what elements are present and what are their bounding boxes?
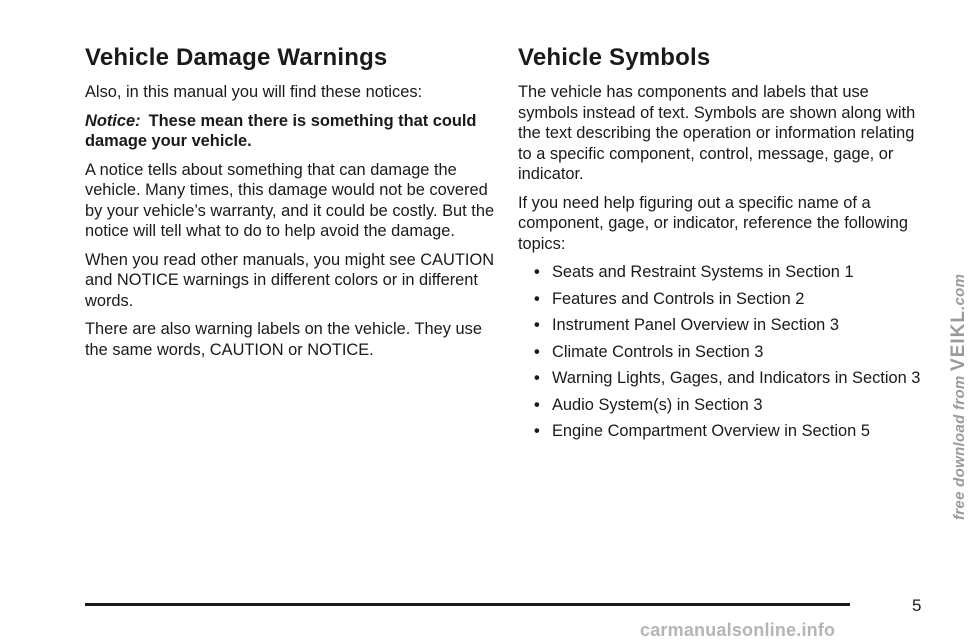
bullet-icon: • <box>534 316 540 334</box>
intro-paragraph: Also, in this manual you will find these notices: <box>85 83 423 101</box>
paragraph: If you need help figuring out a specific name of a component, gage, or indicator, reference the following topics: <box>518 193 908 253</box>
bullet-icon: • <box>534 263 540 281</box>
topic-text: Climate Controls in Section 3 <box>552 342 764 361</box>
footer-url[interactable]: carmanualsonline.info <box>640 620 836 640</box>
list-item <box>518 342 928 363</box>
notice-text: These mean there is something that could damage your vehicle. <box>85 111 477 150</box>
paragraph: A notice tells about something that can damage the vehicle. Many times, this damage would not be covered by your vehicle’s warranty, and it could be costly. But the notice will tell what to do to help avoid the damage. <box>85 160 495 240</box>
left-column <box>85 40 495 368</box>
bullet-icon: • <box>534 369 540 387</box>
topic-text: Seats and Restraint Systems in Section 1 <box>552 263 854 281</box>
list-item <box>518 262 928 283</box>
list-item <box>518 289 928 310</box>
list-item <box>518 368 928 389</box>
section-title-damage-warnings: Vehicle Damage Warnings <box>85 44 388 71</box>
topic-text: Audio System(s) in Section 3 <box>552 395 763 414</box>
topic-text: Features and Controls in Section 2 <box>552 289 805 308</box>
footer-rule <box>85 603 850 606</box>
topic-text: Engine Compartment Overview in Section 5 <box>552 422 870 440</box>
paragraph: There are also warning labels on the vehicle. They use the same words, CAUTION or NOTICE. <box>85 320 482 359</box>
notice-paragraph <box>85 111 495 152</box>
topic-text: Instrument Panel Overview in Section 3 <box>552 316 839 334</box>
bullet-icon: • <box>534 342 540 361</box>
notice-label: Notice: <box>85 111 141 130</box>
section-title-vehicle-symbols: Vehicle Symbols <box>518 44 711 71</box>
watermark-brand: VEIKL <box>948 310 969 371</box>
watermark <box>948 274 970 520</box>
watermark-prefix: free download from <box>951 370 968 520</box>
bullet-icon: • <box>534 422 540 440</box>
watermark-suffix: .com <box>951 273 968 310</box>
paragraph: When you read other manuals, you might see CAUTION and NOTICE warnings in different colors or in different words. <box>85 250 495 310</box>
topic-list <box>518 262 928 442</box>
list-item <box>518 395 928 416</box>
page-number: 5 <box>912 596 922 615</box>
paragraph: The vehicle has components and labels that use symbols instead of text. Symbols are shown along with the text describing the operation or information relating to a specific component, control, message, gage, or indicator. <box>518 83 916 183</box>
list-item <box>518 421 928 442</box>
right-column <box>518 40 928 448</box>
bullet-icon: • <box>534 395 540 414</box>
topic-text: Warning Lights, Gages, and Indicators in Section 3 <box>552 369 921 387</box>
list-item <box>518 315 928 336</box>
bullet-icon: • <box>534 289 540 308</box>
